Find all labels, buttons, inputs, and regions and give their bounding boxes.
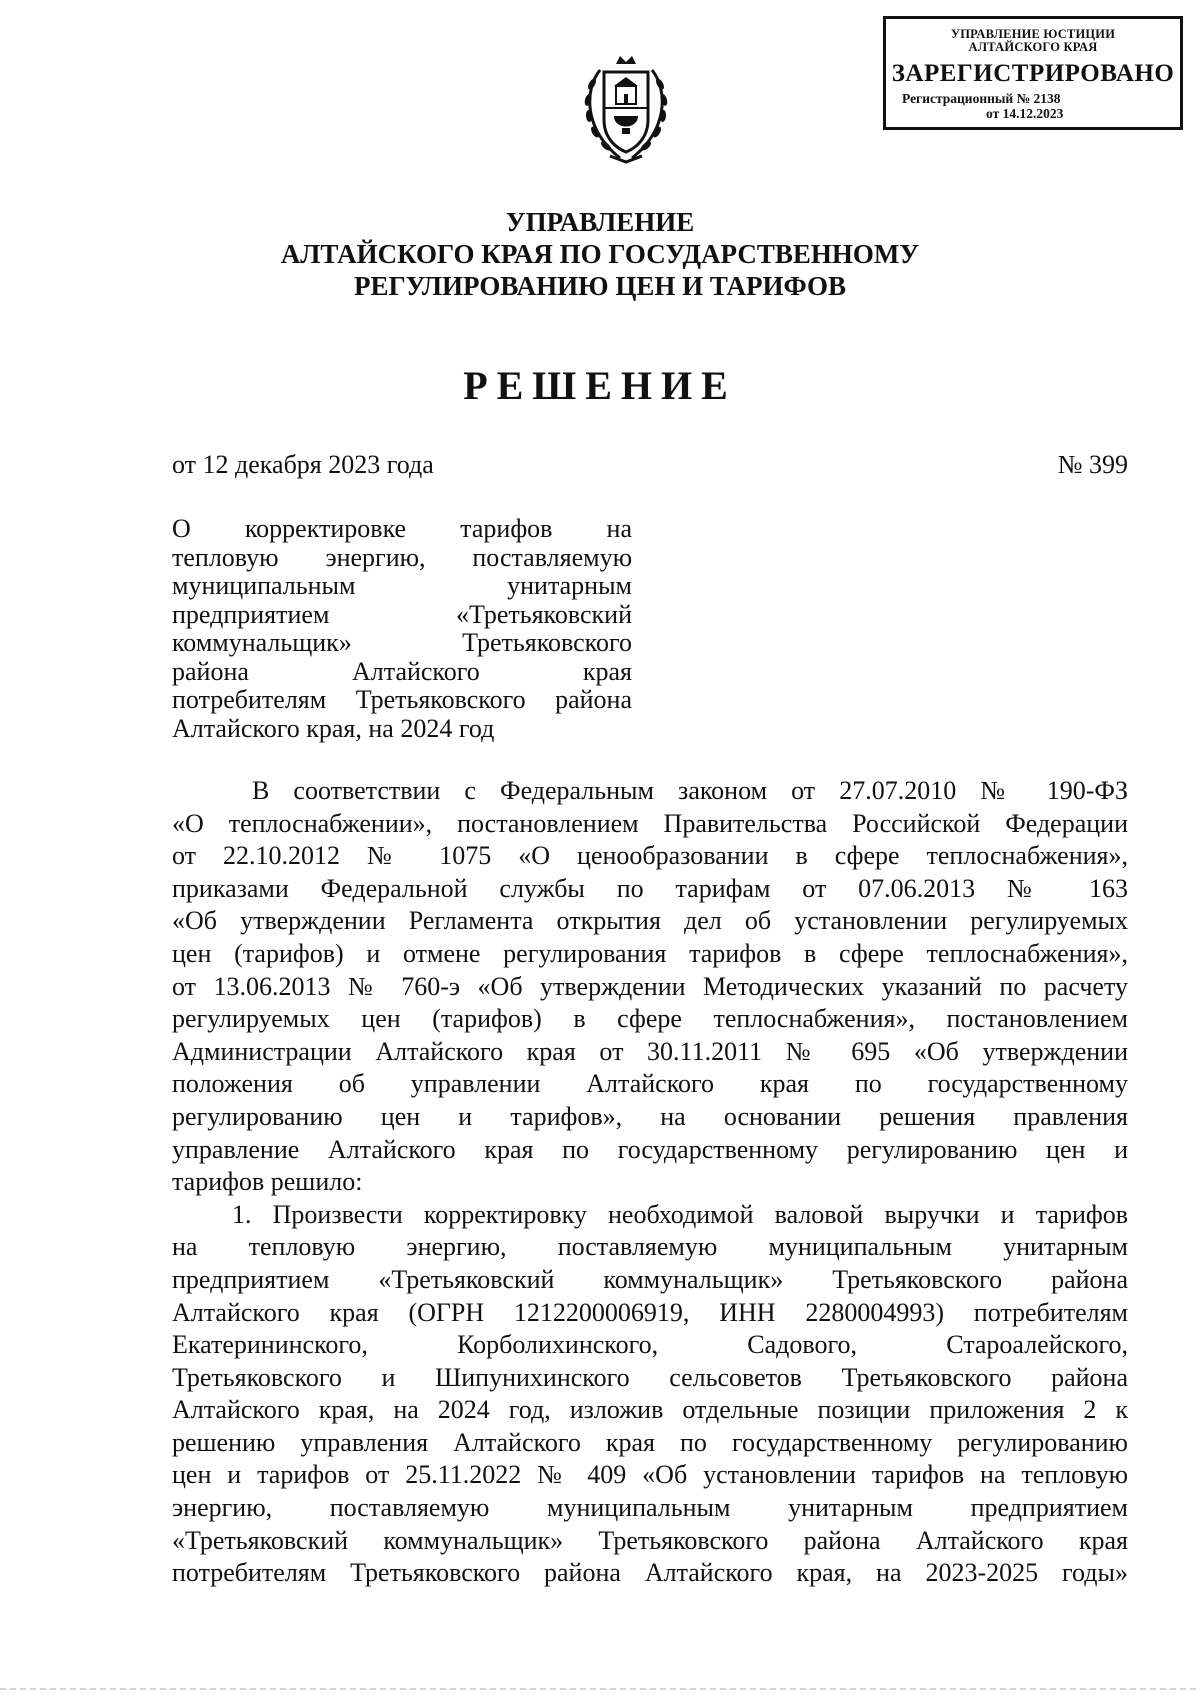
registration-stamp [883, 16, 1183, 130]
subject-line: коммунальщик» Третьяковского [172, 628, 632, 657]
body-line: Третьяковского и Шипунихинского сельсоветов Третьяковского района [172, 1362, 1128, 1392]
stamp-org-line2: АЛТАЙСКОГО КРАЯ [968, 40, 1098, 54]
body-line: «Об утверждении Регламента открытия дел об установлении регулируемых [172, 906, 1128, 936]
body-line: Алтайского края (ОГРН 1212200006919, ИНН 2280004993) потребителям [172, 1297, 1128, 1327]
document-type: РЕШЕНИЕ [463, 363, 737, 408]
altai-coat-of-arms-icon [580, 50, 672, 168]
stamp-org-line1: УПРАВЛЕНИЕ ЮСТИЦИИ [950, 27, 1116, 41]
document-date: от 12 декабря 2023 года [172, 450, 434, 479]
body-line: тарифов решило: [172, 1167, 363, 1197]
org-header-line2: АЛТАЙСКОГО КРАЯ ПО ГОСУДАРСТВЕННОМУ [280, 239, 920, 269]
subject-line: тепловую энергию, поставляемую [172, 542, 632, 572]
body-line: «О теплоснабжении», постановлением Правительства Российской Федерации [172, 808, 1128, 838]
body-line: от 13.06.2013 № 760-э «Об утверждении Методических указаний по расчету [172, 971, 1128, 1001]
body-line: положения об управлении Алтайского края по государственному [172, 1069, 1128, 1099]
body-line: «Третьяковский коммунальщик» Третьяковского района Алтайского края [172, 1525, 1128, 1555]
body-line: цен и тарифов от 25.11.2022 № 409 «Об установлении тарифов на тепловую [172, 1460, 1128, 1490]
body-line: регулированию цен и тарифов», на основании решения правления [172, 1101, 1128, 1131]
body-line: Алтайского края, на 2024 год, изложив отдельные позиции приложения 2 к [172, 1395, 1128, 1425]
stamp-org [886, 28, 1180, 54]
scan-artifact-line [0, 1688, 1200, 1690]
document-body [172, 775, 1128, 1590]
body-line: приказами Федеральной службы по тарифам от 07.06.2013 № 163 [172, 873, 1128, 903]
body-line: решению управления Алтайского края по государственному регулированию [172, 1427, 1128, 1457]
body-line: энергию, поставляемую муниципальным унитарным предприятием [172, 1493, 1128, 1523]
subject-line: потребителям Третьяковского района [172, 685, 632, 714]
body-line: на тепловую энергию, поставляемую муниципальным унитарным [172, 1232, 1128, 1262]
body-line: Екатерининского, Корболихинского, Садового, Староалейского, [172, 1330, 1128, 1360]
org-header-line1: УПРАВЛЕНИЕ [505, 207, 695, 237]
document-number: № 399 [1057, 450, 1128, 479]
body-line: цен (тарифов) и отмене регулирования тарифов в сфере теплоснабжения», [172, 938, 1128, 968]
body-line: 1. Произвести корректировку необходимой валовой выручки и тарифов [232, 1199, 1128, 1229]
stamp-title: ЗАРЕГИСТРИРОВАНО [891, 60, 1175, 87]
body-line: Администрации Алтайского края от 30.11.2011 № 695 «Об утверждении [172, 1036, 1128, 1066]
organization-header [200, 206, 1000, 302]
subject-line: предприятием «Третьяковский [172, 599, 632, 629]
body-line: потребителям Третьяковского района Алтайского края, на 2023-2025 годы» [172, 1558, 1128, 1588]
subject-line: Алтайского края, на 2024 год [172, 713, 495, 743]
body-line: от 22.10.2012 № 1075 «О ценообразовании в сфере теплоснабжения», [172, 841, 1128, 871]
body-line: В соответствии с Федеральным законом от 27.07.2010 № 190-ФЗ [252, 776, 1128, 805]
stamp-reg-number: Регистрационный № 2138 [902, 91, 1061, 106]
stamp-reg-date: от 14.12.2023 [986, 106, 1064, 121]
document-subject [172, 515, 632, 743]
org-header-line3: РЕГУЛИРОВАНИЮ ЦЕН И ТАРИФОВ [353, 271, 847, 301]
body-line: регулируемых цен (тарифов) в сфере теплоснабжения», постановлением [172, 1004, 1128, 1034]
body-line: управление Алтайского края по государственному регулированию цен и [172, 1134, 1128, 1164]
subject-line: О корректировке тарифов на [172, 514, 632, 543]
subject-line: муниципальным унитарным [172, 571, 632, 600]
body-line: предприятием «Третьяковский коммунальщик» Третьяковского района [172, 1264, 1128, 1294]
subject-line: района Алтайского края [172, 656, 632, 686]
